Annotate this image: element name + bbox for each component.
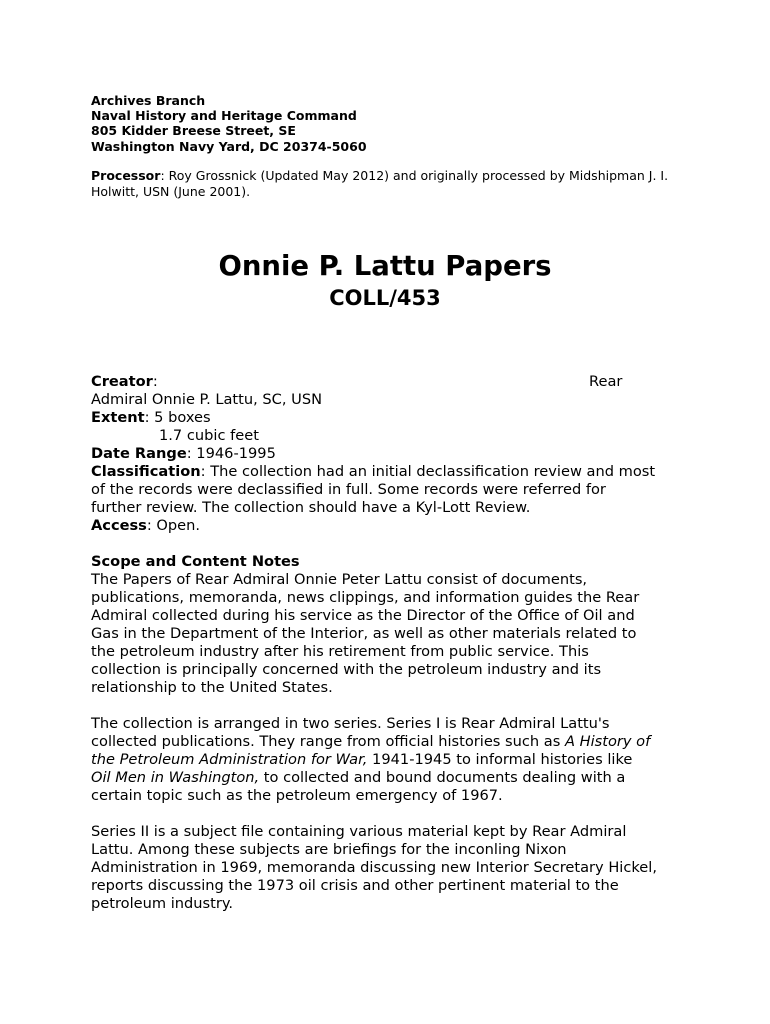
- scope-section: [91, 553, 687, 697]
- processor-text: : Roy Grossnick (Updated May 2012) and originally processed by Midshipman J. I.: [160, 168, 669, 183]
- scope-paragraph-line: the petroleum industry after his retirement from public service. This: [91, 643, 589, 660]
- creator-value: Admiral Onnie P. Lattu, SC, USN: [91, 391, 322, 408]
- publication-title: A History of: [564, 733, 651, 750]
- address-line: 805 Kidder Breese Street, SE: [91, 123, 296, 139]
- extent-value: : 5 boxes: [144, 409, 211, 426]
- access-label: Access: [91, 517, 147, 534]
- classification-text: : The collection had an initial declassification review and most: [200, 463, 656, 480]
- series-paragraph-text: to collected and bound documents dealing with a: [259, 769, 626, 786]
- scope-paragraph-line: collection is principally concerned with the petroleum industry and its: [91, 661, 602, 678]
- processor-label: Processor: [91, 168, 161, 183]
- processor-note: [91, 168, 681, 199]
- series-ii-paragraph: [91, 823, 687, 913]
- series-paragraph-line: certain topic such as the petroleum emergency of 1967.: [91, 787, 503, 804]
- address-line: Naval History and Heritage Command: [91, 108, 357, 124]
- series-paragraph-text: collected publications. They range from official histories such as: [91, 733, 565, 750]
- scope-paragraph-line: Gas in the Department of the Interior, as well as other materials related to: [91, 625, 637, 642]
- page-title: Onnie P. Lattu Papers: [218, 250, 552, 282]
- creator-separator: :: [152, 373, 158, 390]
- collection-id: COLL/453: [329, 286, 441, 310]
- series-paragraph-line: The collection is arranged in two series. Series I is Rear Admiral Lattu's: [91, 715, 610, 732]
- series-ii-line: Series II is a subject file containing various material kept by Rear Admiral: [91, 823, 627, 840]
- extent-value-2: 1.7 cubic feet: [159, 427, 259, 444]
- scope-heading: Scope and Content Notes: [91, 553, 300, 570]
- scope-paragraph-line: publications, memoranda, news clippings, and information guides the Rear: [91, 589, 640, 606]
- address-line: Archives Branch: [91, 93, 206, 108]
- series-paragraph-text: 1941-1945 to informal histories like: [367, 751, 633, 768]
- classification-text: of the records were declassified in full. Some records were referred for: [91, 481, 606, 498]
- address-block: [91, 93, 367, 154]
- scope-paragraph-line: The Papers of Rear Admiral Onnie Peter Lattu consist of documents,: [91, 571, 588, 588]
- creator-line: [91, 373, 687, 391]
- address-line: Washington Navy Yard, DC 20374-5060: [91, 138, 367, 154]
- classification-text: further review. The collection should have a Kyl-Lott Review.: [91, 499, 531, 516]
- date-range-label: Date Range: [91, 445, 187, 462]
- series-ii-line: Lattu. Among these subjects are briefings for the inconling Nixon: [91, 841, 567, 858]
- classification-label: Classification: [91, 463, 201, 480]
- access-value: : Open.: [146, 517, 201, 534]
- extent-label: Extent: [91, 409, 145, 426]
- scope-paragraph-line: Admiral collected during his service as the Director of the Office of Oil and: [91, 607, 635, 624]
- date-range-value: : 1946-1995: [186, 445, 276, 462]
- publication-title: Oil Men in Washington,: [91, 769, 260, 786]
- publication-title: the Petroleum Administration for War,: [91, 751, 368, 768]
- processor-text: Holwitt, USN (June 2001).: [91, 183, 251, 199]
- series-ii-line: petroleum industry.: [91, 895, 234, 912]
- finding-aid-body: [91, 373, 687, 913]
- series-paragraph: [91, 715, 687, 805]
- series-ii-line: Administration in 1969, memoranda discussing new Interior Secretary Hickel,: [91, 859, 657, 876]
- creator-label: Creator: [91, 373, 153, 390]
- creator-rear-text: Rear: [589, 373, 623, 390]
- series-ii-line: reports discussing the 1973 oil crisis and other pertinent material to the: [91, 877, 619, 894]
- scope-paragraph-line: relationship to the United States.: [91, 679, 333, 696]
